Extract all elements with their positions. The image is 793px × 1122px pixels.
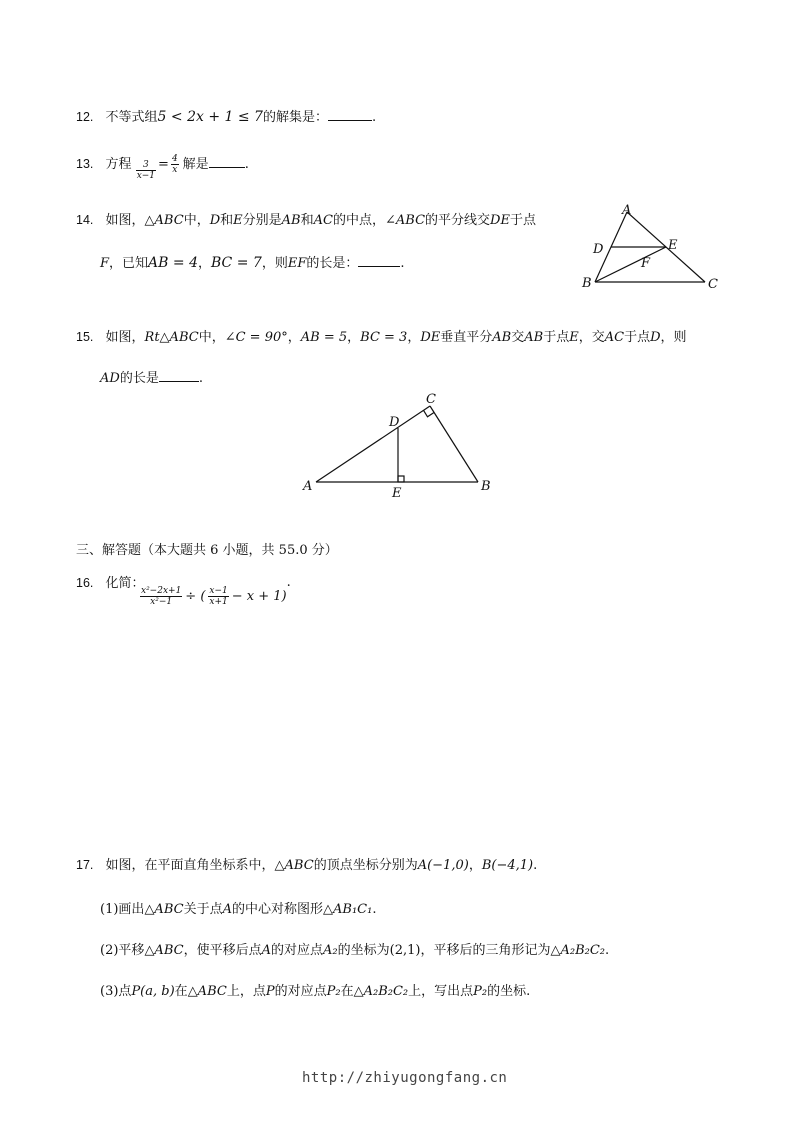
bisector-BF: [595, 247, 666, 282]
question-text: 的对应点: [274, 984, 327, 999]
point-label: P(a, b): [131, 984, 175, 999]
fraction-lhs: $\frac{3}{x-1}$: [136, 160, 156, 181]
question-12: [76, 106, 376, 125]
label-E: E: [668, 238, 678, 253]
question-text: ，平移后的三角形记为: [420, 943, 551, 958]
question-text: 的中点，: [332, 213, 385, 228]
question-text: 解是: [182, 157, 209, 172]
part-label: (2): [100, 943, 119, 958]
question-text: 和: [300, 213, 314, 228]
question-text: 点: [118, 984, 132, 999]
period: .: [533, 858, 538, 873]
label-B: B: [481, 479, 491, 494]
fraction-2: $\frac{x-1}{x+1}$: [209, 586, 228, 607]
question-text: ，使平移后点: [183, 943, 262, 958]
answer-blank: [159, 370, 199, 382]
figure-q15-triangle: [296, 388, 506, 502]
triangle-label: △ABC: [144, 213, 184, 228]
point-label: A₂: [323, 943, 338, 958]
question-text: ，则: [261, 256, 288, 271]
answer-blank: [328, 109, 372, 121]
question-text: 方程: [105, 157, 132, 172]
triangle-label: △ABC: [187, 984, 227, 999]
segment-label: EF: [287, 256, 307, 271]
period: .: [372, 902, 377, 917]
fraction-rhs: $\frac{4}{x}$: [171, 154, 178, 175]
label-C: C: [426, 392, 436, 407]
question-number: 15.: [76, 330, 94, 344]
segment-label: AC: [604, 330, 625, 345]
question-text: 和: [220, 213, 234, 228]
question-text: 于点: [624, 330, 651, 345]
question-text: 上，点: [226, 984, 266, 999]
question-text: 如图，: [105, 330, 145, 345]
question-text: 的长是：: [306, 256, 359, 271]
point-label: P: [265, 984, 275, 999]
point-label: D: [209, 213, 221, 228]
question-text: 的长是: [119, 371, 159, 386]
question-14-line-2: [100, 252, 405, 271]
question-text: 的坐标.: [487, 984, 531, 999]
label-F: F: [641, 256, 651, 271]
segment-label: AB: [492, 330, 512, 345]
question-text: 的顶点坐标分别为: [313, 858, 418, 873]
question-number: 16.: [76, 576, 94, 590]
question-text: ，: [287, 330, 301, 345]
question-text: ，: [468, 858, 482, 873]
right-angle-mark-E: [398, 476, 404, 482]
point-label: P₂: [473, 984, 488, 999]
segment-label: DE: [490, 213, 510, 228]
angle-value: ∠C = 90°: [224, 330, 288, 345]
segment-BC: [430, 406, 478, 482]
right-angle-mark-C: [424, 410, 435, 417]
period: .: [286, 575, 291, 590]
question-text: 的中心对称图形: [231, 902, 323, 917]
question-text: 化简：: [105, 576, 145, 591]
label-D: D: [389, 415, 400, 430]
question-text: 于点: [509, 213, 536, 228]
question-text: 中，: [183, 213, 210, 228]
triangle-label: Rt△ABC: [144, 330, 199, 345]
period: .: [244, 157, 249, 172]
question-text: 交: [511, 330, 525, 345]
triangle-label: △AB₁C₁: [323, 902, 373, 917]
question-number: 13.: [76, 157, 94, 171]
question-text: 上，写出点: [408, 984, 474, 999]
fraction-1: $\frac{\text{x²−2x+1}}{\text{x²−1}}$: [141, 586, 182, 607]
label-B: B: [582, 276, 592, 291]
triangle-label: △A₂B₂C₂: [353, 984, 409, 999]
q17-part-1: [100, 898, 376, 917]
q17-part-3: [100, 980, 530, 999]
question-text: ，交: [578, 330, 605, 345]
given-length: AB = 4: [148, 255, 198, 271]
question-text: 如图，在平面直角坐标系中，: [105, 858, 275, 873]
question-text: ，: [197, 256, 211, 271]
label-C: C: [708, 277, 718, 292]
question-text: 分别是: [242, 213, 282, 228]
period: .: [400, 256, 405, 271]
angle-label: ∠ABC: [385, 213, 426, 228]
point-label: E: [233, 213, 243, 228]
point-label: A: [222, 902, 232, 917]
segment-AC: [316, 406, 430, 482]
part-label: (1): [100, 902, 119, 917]
question-15-line-2: [100, 367, 203, 386]
label-E: E: [392, 486, 402, 501]
segment-label: AC: [313, 213, 333, 228]
triangle-label: △ABC: [144, 902, 184, 917]
given-length: BC = 3: [360, 330, 408, 345]
period: .: [198, 371, 203, 386]
given-length: BC = 7: [211, 255, 262, 271]
inequality: 5 < 2x + 1 ≤ 7: [157, 109, 263, 125]
question-text: 关于点: [183, 902, 223, 917]
question-text: ，: [347, 330, 361, 345]
question-13: [76, 148, 249, 181]
question-text: 的平分线交: [425, 213, 491, 228]
question-text: 的对应点: [270, 943, 323, 958]
point-label: D: [650, 330, 661, 345]
question-text: 在: [340, 984, 354, 999]
question-text: 平移: [118, 943, 145, 958]
label-A: A: [622, 203, 632, 218]
point-label: E: [569, 330, 579, 345]
part-label: (3): [100, 984, 119, 999]
question-text: 不等式组: [105, 110, 158, 125]
label-D: D: [593, 242, 604, 257]
period: .: [371, 110, 377, 125]
triangle-label: △A₂B₂C₂: [550, 943, 605, 958]
segment-label: AB: [281, 213, 301, 228]
question-text: 在: [174, 984, 188, 999]
question-15: [76, 326, 687, 345]
figure-q14-triangle: [575, 198, 725, 298]
segment-label: AD: [100, 371, 120, 386]
question-text: 垂直平分: [440, 330, 493, 345]
answer-blank: [209, 156, 245, 168]
given-length: AB = 5: [300, 330, 348, 345]
coordinate: B(−4,1): [481, 858, 534, 873]
point-label: F: [100, 256, 110, 271]
coordinate: (2,1): [389, 943, 421, 958]
question-number: 17.: [76, 858, 94, 872]
question-14: [76, 209, 536, 228]
question-text: 如图，: [105, 213, 145, 228]
triangle-label: △ABC: [144, 943, 184, 958]
question-text: ，则: [660, 330, 687, 345]
question-text: 的坐标为: [337, 943, 390, 958]
triangle-label: △ABC: [274, 858, 314, 873]
q17-part-2: [100, 939, 609, 958]
period: .: [605, 943, 610, 958]
question-text: 中，: [198, 330, 225, 345]
question-number: 14.: [76, 213, 94, 227]
segment-label: AB: [524, 330, 544, 345]
label-A: A: [303, 479, 313, 494]
q16-expression: [140, 575, 291, 607]
segment-label: DE: [420, 330, 441, 345]
equals-sign: =: [158, 157, 169, 172]
question-text: ，已知: [109, 256, 149, 271]
question-text: 的解集是：: [262, 110, 328, 125]
coordinate: A(−1,0): [417, 858, 469, 873]
question-text: 于点: [543, 330, 570, 345]
question-number: 12.: [76, 110, 94, 124]
expression-tail: − x + 1): [231, 589, 287, 604]
operator: ÷ (: [185, 589, 206, 604]
question-text: ，: [407, 330, 421, 345]
question-text: 画出: [118, 902, 145, 917]
footer-url[interactable]: http://zhiyugongfang.cn: [302, 1070, 508, 1086]
question-17: [76, 854, 537, 873]
question-16: [76, 572, 145, 591]
point-label: P₂: [326, 984, 341, 999]
point-label: A: [261, 943, 271, 958]
answer-blank: [358, 255, 400, 267]
section-title: 三、解答题（本大题共 6 小题，共 55.0 分）: [76, 543, 338, 558]
